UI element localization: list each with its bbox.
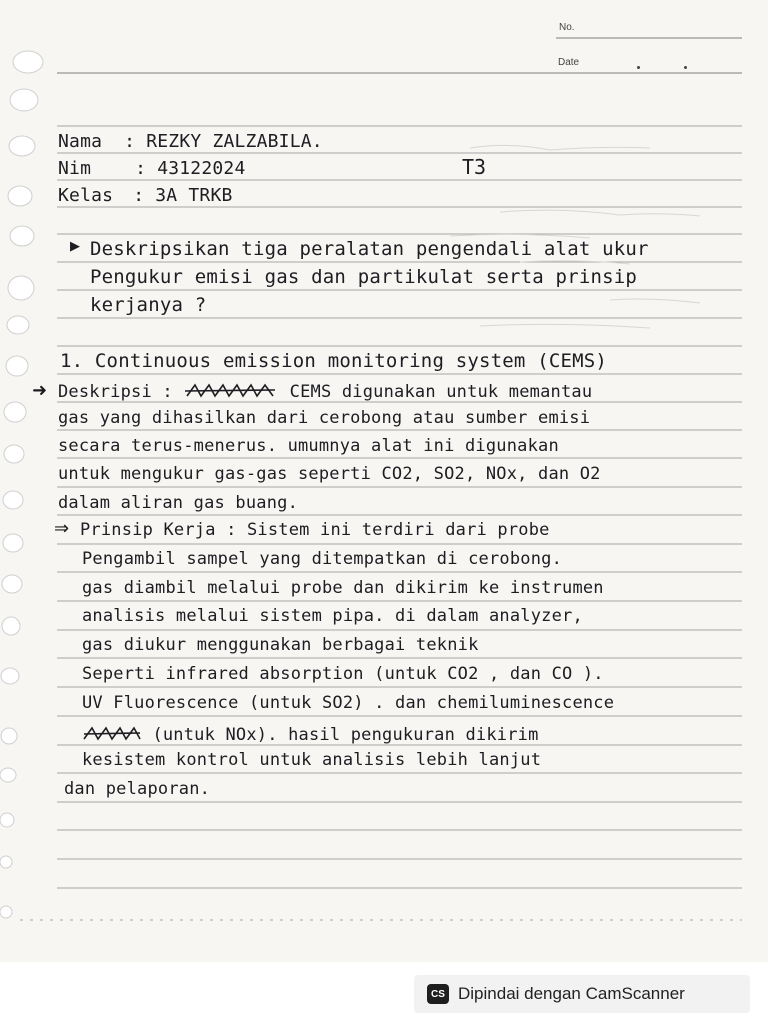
camscanner-watermark — [414, 975, 750, 1013]
arrow-right-icon: ➜ — [32, 380, 48, 401]
prinsip-line: kesistem kontrol untuk analisis lebih lanjut — [82, 750, 542, 770]
camscanner-logo-icon: CS — [427, 984, 449, 1004]
prinsip-line: gas diukur menggunakan berbagai teknik — [82, 635, 479, 655]
question-line: kerjanya ? — [90, 294, 207, 316]
name-label: Nama — [58, 131, 103, 152]
date-label: Date — [558, 57, 580, 68]
prinsip-first-row — [80, 520, 550, 540]
prinsip-line: Seperti infrared absorption (untuk CO2 , dan CO ). — [82, 664, 604, 684]
crossed-out-scribble — [82, 725, 142, 743]
prinsip-line: gas diambil melalui probe dan dikirim ke instrumen — [82, 578, 604, 598]
prinsip-first-line: Sistem ini terdiri dari probe — [246, 520, 550, 540]
nim-value: : 43122024 — [135, 158, 246, 179]
deskripsi-line: dalam aliran gas buang. — [58, 493, 299, 513]
date-separator-dot — [684, 66, 687, 69]
crossed-out-scribble — [183, 382, 279, 400]
date-separator-dot — [637, 66, 640, 69]
deskripsi-line: gas yang dihasilkan dari cerobong atau sumber emisi — [58, 408, 591, 428]
kelas-value: : 3A TRKB — [133, 185, 233, 206]
nim-row — [58, 158, 246, 179]
name-row — [58, 131, 323, 152]
name-value: : REZKY ZALZABILA. — [124, 131, 323, 152]
prinsip-line-with-crossout — [82, 722, 539, 745]
prinsip-label: Prinsip Kerja : — [80, 520, 237, 540]
deskripsi-line: untuk mengukur gas-gas seperti CO2, SO2, NOx, dan O2 — [58, 464, 601, 484]
question-line: Deskripsikan tiga peralatan pengendali alat ukur — [90, 238, 649, 260]
number-label: No. — [559, 22, 575, 33]
double-arrow-icon: ⇒ — [54, 518, 70, 539]
prinsip-line: dan pelaporan. — [64, 779, 211, 799]
prinsip-line: Pengambil sampel yang ditempatkan di cerobong. — [82, 549, 563, 569]
prinsip-line: (untuk NOx). hasil pengukuran dikirim — [152, 725, 539, 745]
section-heading: 1. Continuous emission monitoring system (CEMS) — [60, 350, 608, 372]
camscanner-text: Dipindai dengan CamScanner — [458, 984, 685, 1003]
deskripsi-label: Deskripsi : — [58, 382, 173, 402]
kelas-label: Kelas — [58, 185, 114, 206]
bullet-triangle-icon: ▶ — [70, 239, 80, 254]
prinsip-line: UV Fluorescence (untuk SO2) . dan chemiluminescence — [82, 693, 615, 713]
nim-label: Nim — [58, 158, 92, 179]
deskripsi-line: secara terus-menerus. umumnya alat ini digunakan — [58, 436, 559, 456]
deskripsi-first-line: CEMS digunakan untuk memantau — [289, 382, 593, 402]
deskripsi-first-row — [58, 379, 592, 402]
binder-holes — [0, 51, 43, 918]
prinsip-line: analisis melalui sistem pipa. di dalam analyzer, — [82, 606, 583, 626]
page-tag: T3 — [462, 155, 487, 179]
kelas-row — [58, 185, 233, 206]
question-line: Pengukur emisi gas dan partikulat serta prinsip — [90, 266, 638, 288]
